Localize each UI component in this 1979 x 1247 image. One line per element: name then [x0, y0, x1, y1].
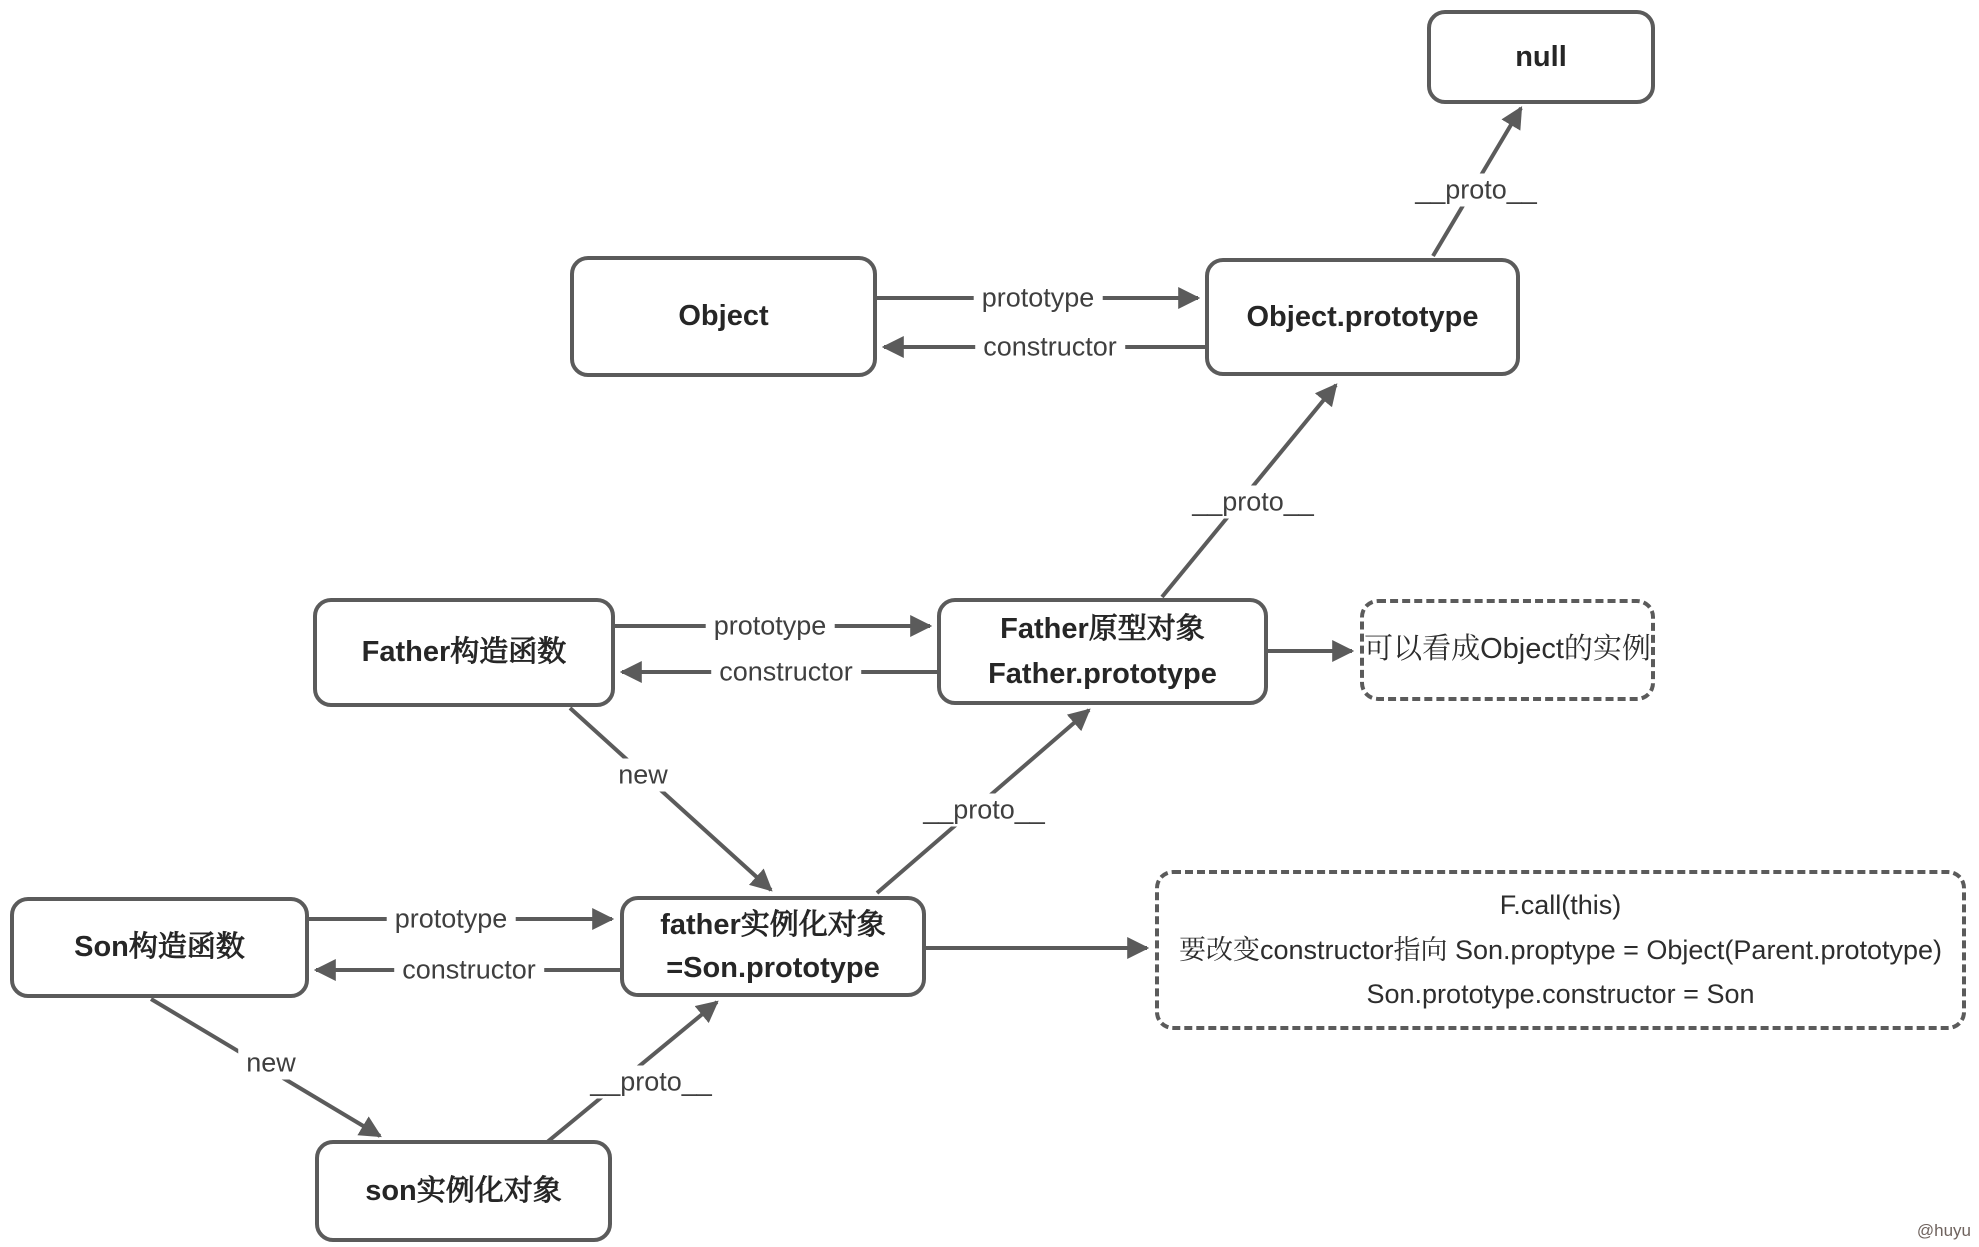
note-inheritance-line2: 要改变constructor指向 Son.proptype = Object(Parent.prototype) — [1178, 934, 1943, 965]
node-father-prototype-line1: Father原型对象 — [1000, 612, 1205, 645]
node-father-prototype — [937, 598, 1268, 705]
edge-label-son-new: new — [238, 1047, 304, 1080]
node-father-constructor — [313, 598, 615, 707]
edge-label-objectproto-to-null: __proto__ — [1407, 174, 1545, 207]
note-father-prototype — [1360, 599, 1655, 701]
note-father-prototype-label: 可以看成Object的实例 — [1364, 633, 1651, 666]
node-father-constructor-label: Father构造函数 — [361, 636, 567, 669]
edge-label-father-prototype: prototype — [706, 610, 835, 643]
node-son-constructor — [10, 897, 309, 998]
note-inheritance-line1: F.call(this) — [1499, 890, 1622, 921]
node-null-label: null — [1515, 40, 1567, 73]
edge-label-fatherproto-to-objectproto: __proto__ — [1184, 486, 1322, 519]
node-father-instance-line2: =Son.prototype — [666, 951, 880, 984]
node-null — [1427, 10, 1655, 104]
edge-label-fatherinst-to-fatherproto: __proto__ — [915, 794, 1053, 827]
node-father-prototype-line2: Father.prototype — [988, 657, 1217, 690]
watermark: @huyu — [1916, 1221, 1971, 1240]
edge-label-father-new: new — [610, 759, 676, 792]
note-inheritance — [1155, 870, 1966, 1030]
node-object — [570, 256, 877, 377]
node-object-prototype-label: Object.prototype — [1246, 300, 1479, 333]
edge-label-soninst-to-fatherinst: __proto__ — [582, 1066, 720, 1099]
node-son-instance — [315, 1140, 612, 1242]
node-son-instance-label: son实例化对象 — [365, 1174, 562, 1207]
edge-label-father-constructor: constructor — [711, 656, 861, 689]
node-father-instance — [620, 896, 926, 997]
node-father-instance-line1: father实例化对象 — [660, 909, 886, 942]
node-object-prototype — [1205, 258, 1520, 376]
edge-label-object-prototype: prototype — [974, 282, 1103, 315]
note-inheritance-line3: Son.prototype.constructor = Son — [1366, 979, 1755, 1010]
edge-label-son-constructor: constructor — [394, 954, 544, 987]
node-son-constructor-label: Son构造函数 — [74, 931, 245, 964]
node-object-label: Object — [678, 300, 769, 333]
arrow-father-new — [570, 708, 771, 890]
edge-label-son-prototype: prototype — [387, 903, 516, 936]
edge-label-object-constructor: constructor — [975, 331, 1125, 364]
